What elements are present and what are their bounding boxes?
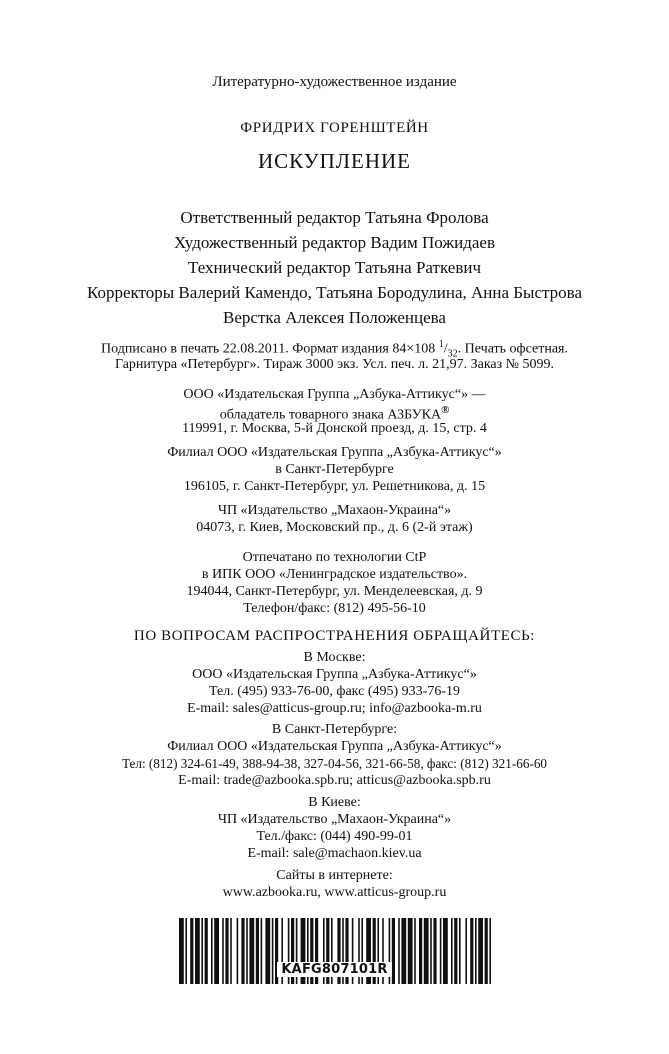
- publisher-address: 119991, г. Москва, 5-й Донской проезд, д. 15, стр. 4: [182, 421, 487, 436]
- print-info-line: Подписано в печать 22.08.2011. Формат издания 84×108 $^1/_{32}$. Печать офсетная.: [101, 339, 568, 360]
- fraction-denominator: 32: [447, 348, 458, 360]
- distribution-phone: Тел./факс: (044) 490-99-01: [256, 829, 413, 844]
- distribution-phone: Тел. (495) 933-76-00, факс (495) 933-76-19: [209, 684, 460, 699]
- registered-mark: ®: [441, 404, 450, 416]
- distribution-heading: ПО ВОПРОСАМ РАСПРОСТРАНЕНИЯ ОБРАЩАЙТЕСЬ:: [133, 628, 536, 644]
- websites-heading: Сайты в интернете:: [276, 868, 393, 883]
- branch-kiev-line: ЧП «Издательство „Махаон-Украина“»: [217, 503, 452, 518]
- distribution-city: В Санкт-Петербурге:: [271, 722, 398, 737]
- distribution-name: Филиал ООО «Издательская Группа „Азбука-Аттикус“»: [167, 739, 502, 754]
- times-sign: ×: [406, 341, 415, 357]
- print-info-line: Гарнитура «Петербург». Тираж 3000 экз. Усл. печ. л. 21,97. Заказ № 5099.: [114, 357, 555, 372]
- distribution-city: В Киеве:: [308, 795, 361, 810]
- distribution-email: E-mail: sale@machaon.kiev.ua: [247, 846, 422, 861]
- distribution-name: ЧП «Издательство „Махаон-Украина“»: [217, 812, 452, 827]
- barcode-code: [0, 962, 669, 977]
- printer-address: 194044, Санкт-Петербург, ул. Менделеевская, д. 9: [186, 584, 483, 599]
- distribution-email: E-mail: trade@azbooka.spb.ru; atticus@azbooka.spb.ru: [178, 773, 491, 788]
- distribution-city: В Москве:: [303, 650, 366, 665]
- distribution-name: ООО «Издательская Группа „Азбука-Аттикус“»: [192, 667, 477, 682]
- genre-line: Литературно-художественное издание: [212, 74, 457, 90]
- print-info-text: 108: [414, 341, 436, 357]
- branch-spb-line: Филиал ООО «Издательская Группа „Азбука-Аттикус“»: [167, 445, 502, 460]
- print-info-text: Подписано в печать 22.08.2011. Формат издания 84: [101, 341, 407, 357]
- websites-list: www.azbooka.ru, www.atticus-group.ru: [222, 885, 447, 900]
- publisher-line: ООО «Издательская Группа „Азбука-Аттикус“» —: [183, 387, 486, 402]
- printer-phone: Телефон/факс: (812) 495-56-10: [243, 601, 426, 616]
- author-name: ФРИДРИХ ГОРЕНШТЕЙН: [240, 120, 429, 136]
- branch-spb-address: 196105, г. Санкт-Петербург, ул. Решетникова, д. 15: [183, 479, 486, 494]
- credit-line: Верстка Алексея Положенцева: [223, 308, 446, 327]
- branch-spb-line: в Санкт-Петербурге: [275, 462, 394, 477]
- publisher-trademark-text: обладатель товарного знака АЗБУКА: [219, 407, 442, 423]
- printer-line: Отпечатано по технологии CtP: [242, 550, 427, 565]
- credit-line: Ответственный редактор Татьяна Фролова: [180, 208, 489, 227]
- credit-line: Художественный редактор Вадим Пожидаев: [174, 233, 495, 252]
- printer-line: в ИПК ООО «Ленинградское издательство».: [201, 567, 468, 582]
- barcode-code-text: KAFG807101R: [277, 962, 391, 977]
- book-title: ИСКУПЛЕНИЕ: [257, 149, 412, 173]
- credit-line: Технический редактор Татьяна Раткевич: [187, 258, 482, 277]
- distribution-phone: Тел: (812) 324-61-49, 388-94-38, 327-04-56, 321-66-58, факс: (812) 321-66-60: [121, 756, 548, 771]
- credit-line: Корректоры Валерий Камендо, Татьяна Бородулина, Анна Быстрова: [86, 283, 582, 302]
- branch-kiev-address: 04073, г. Киев, Московский пр., д. 6 (2-й этаж): [196, 520, 473, 535]
- print-info-text: . Печать офсетная.: [457, 341, 568, 357]
- fraction-numerator: 1: [438, 339, 444, 350]
- distribution-email: E-mail: sales@atticus-group.ru; info@azbooka-m.ru: [187, 701, 482, 716]
